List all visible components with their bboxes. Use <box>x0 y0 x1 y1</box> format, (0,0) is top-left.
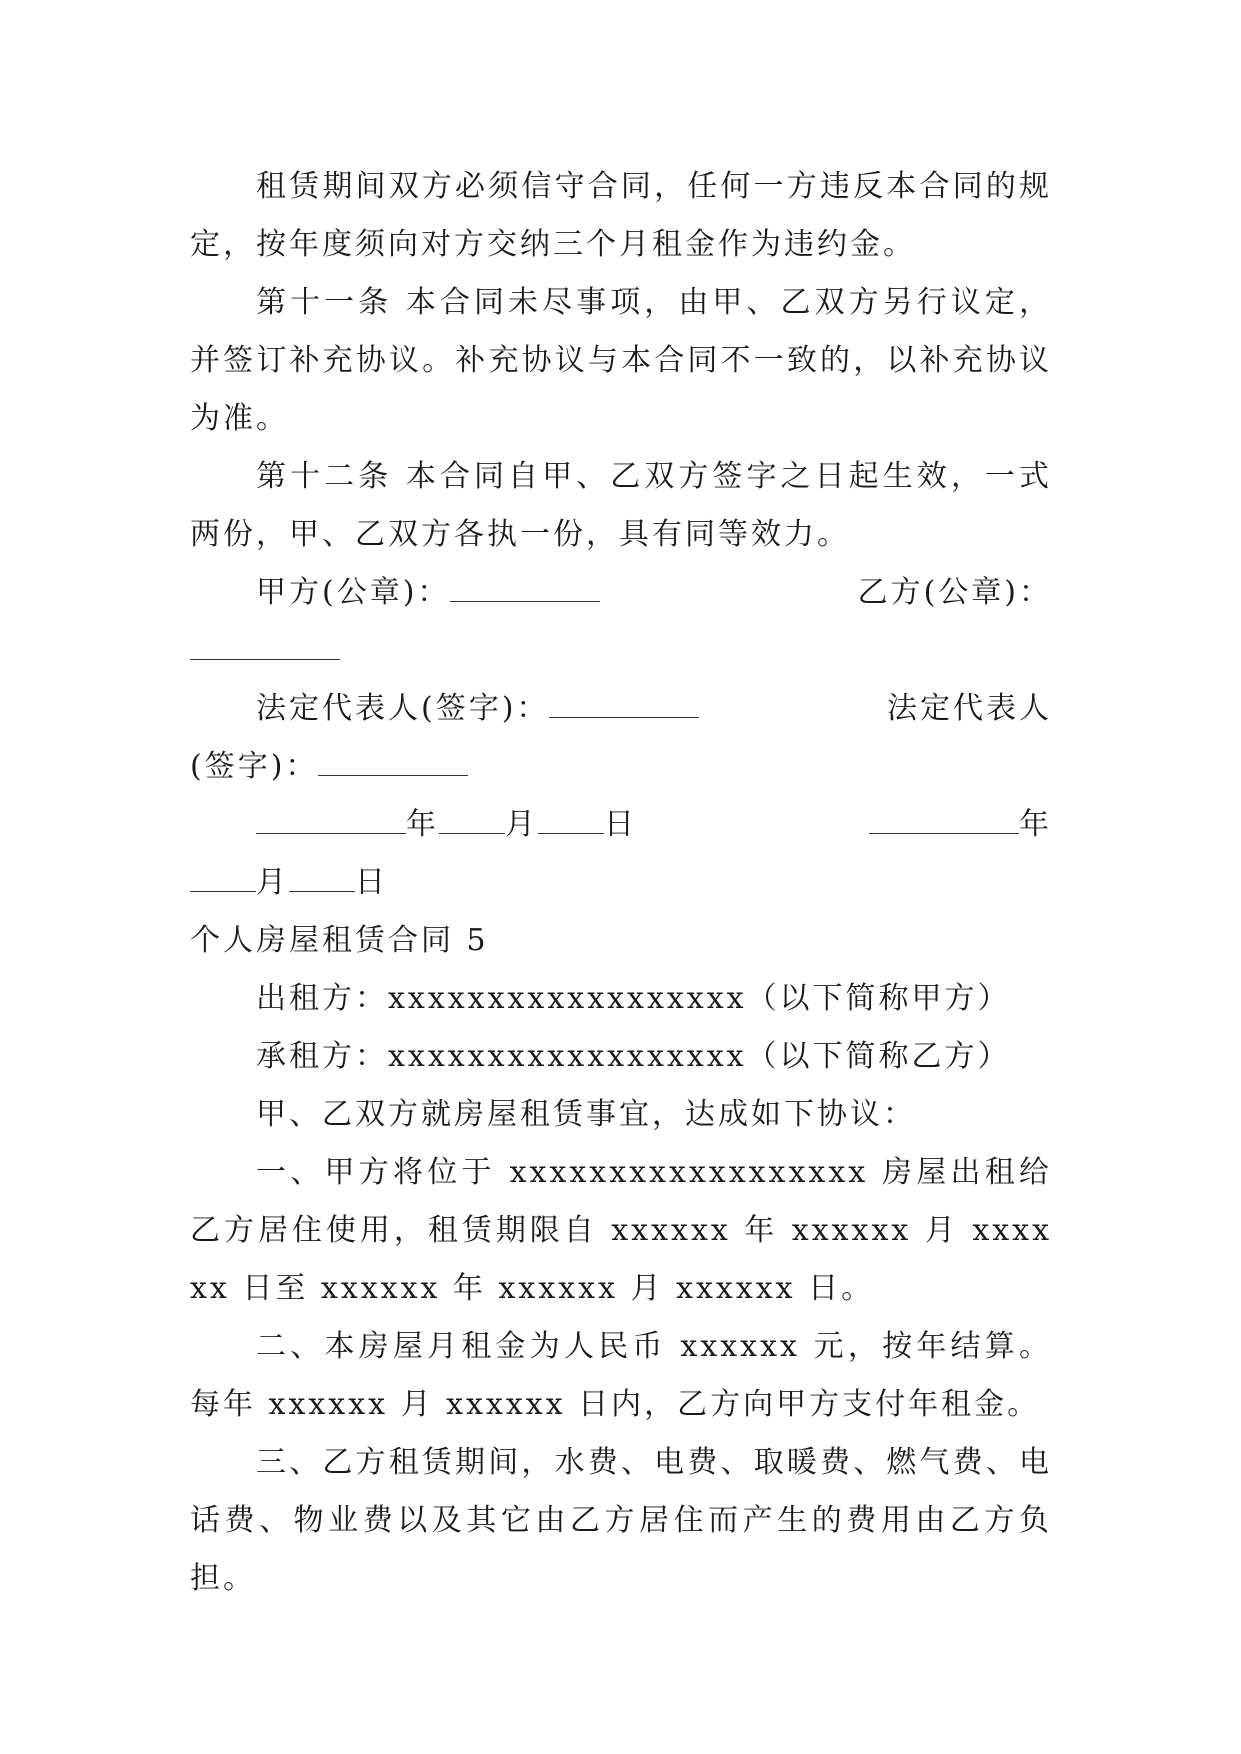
rep-b-line <box>190 738 1052 796</box>
date-a-day-blank <box>538 797 604 834</box>
date-b-day-blank <box>289 855 355 892</box>
rep-b-label-2: (签字)： <box>190 749 319 784</box>
contract-title: 个人房屋租赁合同 5 <box>190 923 489 958</box>
lessor-line: 出租方：xxxxxxxxxxxxxxxxxx（以下简称甲方） <box>256 981 1011 1016</box>
party-a-seal-blank <box>450 565 600 602</box>
clause-three: 三、乙方租赁期间，水费、电费、取暖费、燃气费、电话费、物业费以及其它由乙方居住而产生的费用由乙方负担。 <box>190 1445 1052 1596</box>
date-a <box>190 796 637 854</box>
party-b-seal-line <box>190 622 1052 680</box>
document-body <box>190 158 1052 1608</box>
date-b-day: 日 <box>355 865 388 900</box>
date-b-year-part <box>869 796 1052 854</box>
representative-row <box>190 680 1052 738</box>
date-b-month: 月 <box>256 865 289 900</box>
article-twelve: 第十二条 本合同自甲、乙双方签字之日起生效，一式两份，甲、乙双方各执一份，具有同等效力。 <box>190 459 1052 552</box>
party-a-seal <box>190 564 600 622</box>
date-b-year: 年 <box>1019 807 1052 842</box>
article-eleven: 第十一条 本合同未尽事项，由甲、乙双方另行议定，并签订补充协议。补充协议与本合同不一致的，以补充协议为准。 <box>190 285 1052 436</box>
party-b-seal-label: 乙方(公章)： <box>857 575 1052 610</box>
date-a-day: 日 <box>604 807 637 842</box>
date-b-year-blank <box>869 797 1019 834</box>
date-a-year: 年 <box>406 807 439 842</box>
party-a-seal-label: 甲方(公章)： <box>256 575 451 610</box>
paragraph-breach: 租赁期间双方必须信守合同，任何一方违反本合同的规定，按年度须向对方交纳三个月租金作为违约金。 <box>190 169 1052 262</box>
lessee-line: 承租方：xxxxxxxxxxxxxxxxxx（以下简称乙方） <box>256 1039 1011 1074</box>
seal-row <box>190 564 1052 622</box>
clause-two: 二、本房屋月租金为人民币 xxxxxx 元，按年结算。每年 xxxxxx 月 xxxxxx 日内，乙方向甲方支付年租金。 <box>190 1329 1052 1422</box>
rep-b-blank <box>318 739 468 776</box>
date-a-month-blank <box>439 797 505 834</box>
intro-line: 甲、乙双方就房屋租赁事宜，达成如下协议： <box>256 1097 916 1132</box>
date-row <box>190 796 1052 854</box>
rep-b-label: 法定代表人 <box>887 691 1052 726</box>
party-b-seal-blank <box>190 623 340 660</box>
rep-a-blank <box>549 681 699 718</box>
rep-a-label: 法定代表人(签字)： <box>256 691 550 726</box>
date-a-month: 月 <box>505 807 538 842</box>
clause-one: 一、甲方将位于 xxxxxxxxxxxxxxxxxx 房屋出租给乙方居住使用，租赁期限自 xxxxxx 年 xxxxxx 月 xxxxxx 日至 xxxxxx 年 xxxxxx 月 xxxxxx 日。 <box>190 1155 1052 1306</box>
date-b-line <box>190 854 1052 912</box>
date-b-month-blank <box>190 855 256 892</box>
date-a-year-blank <box>256 797 406 834</box>
rep-a <box>190 680 699 738</box>
